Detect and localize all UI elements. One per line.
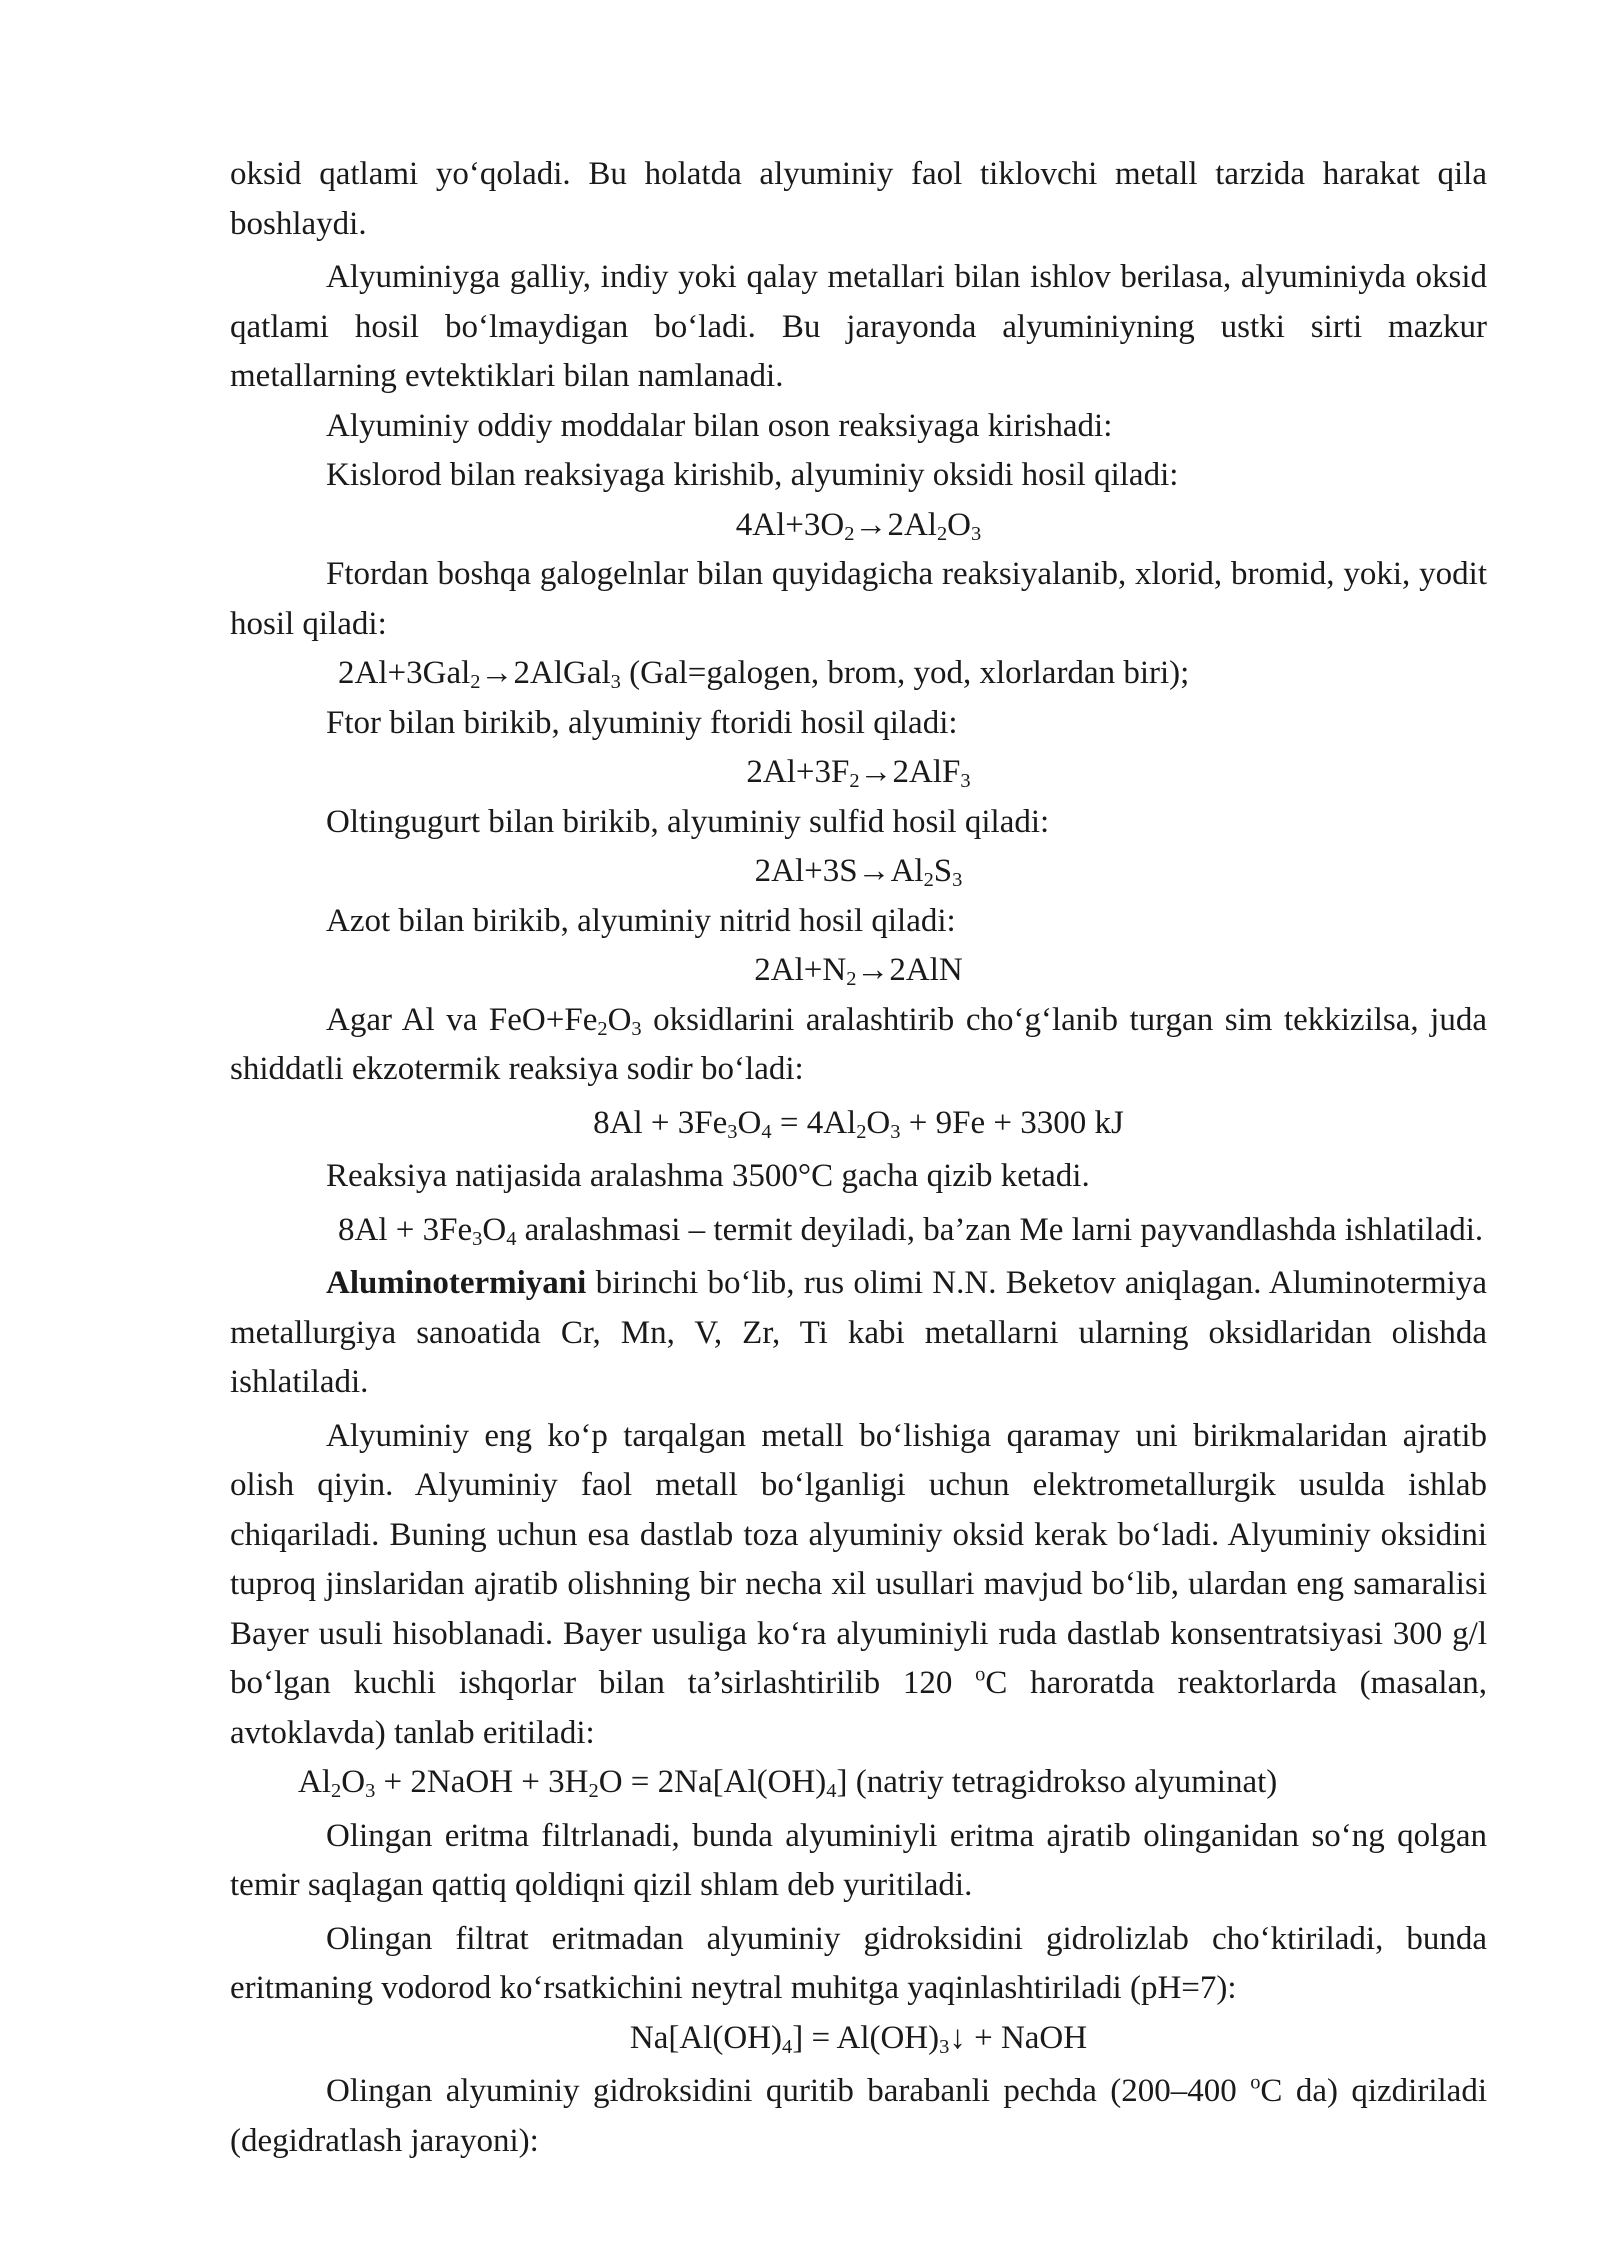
paragraph: Reaksiya natijasida aralashma 3500°C gacha qizib ketadi. xyxy=(326,1158,1090,1194)
paragraph: Alyuminiy oddiy moddalar bilan oson reaksiyaga kirishadi: xyxy=(326,407,1113,444)
paragraph: Azot bilan birikib, alyuminiy nitrid hosil qiladi: xyxy=(326,902,956,939)
paragraph: Agar Al va $FeO+Fe_2O_3$ oksidlarini aralashtirib cho‘g‘lanib turgan sim tekkizilsa, juda shiddatli ekzotermik reaksiya sodir bo‘ladi: xyxy=(230,1001,1487,1087)
equation: 2Al+3Gal$_2$→2AlGal$_3$ (Gal=galogen, brom, yod, xlorlardan biri); xyxy=(338,655,1190,694)
paragraph: Kislorod bilan reaksiyaga kirishib, alyuminiy oksidi hosil qiladi: xyxy=(326,457,1179,493)
paragraph: Alyuminiyga galliy, indiy yoki qalay metallari bilan ishlov berilasa, alyuminiyda oksid qatlami hosil bo‘lmaydigan bo‘ladi. Bu jarayonda alyuminiyning ustki sirti mazkur metallarning evtektiklari bilan namlanadi. xyxy=(230,259,1487,394)
paragraph: Ftordan boshqa galogelnlar bilan quyidagicha reaksiyalanib, xlorid, bromid, yoki, yodit hosil qiladi: xyxy=(230,556,1487,642)
paragraph: Olingan alyuminiy gidroksidini quritib barabanli pechda (200–400 $^o$C da) qizdiriladi (degidratlash jarayoni): xyxy=(230,2071,1487,2159)
equation: $2Al+3F_2\to 2AlF_3$ xyxy=(746,754,971,793)
equation: $Na[Al(OH)_4]$ = $Al(OH)_3↓$ + NaOH xyxy=(629,2019,1088,2058)
paragraph: $8Al + 3Fe_3O_4$ aralashmasi – termit deyiladi, ba’zan Me larni payvandlashda ishlatiladi. xyxy=(338,1211,1484,1250)
paragraph: Olingan eritma filtrlanadi, bunda alyuminiyli eritma ajratib olinganidan so‘ng qolgan temir saqlagan qattiq qoldiqni qizil shlam deb yuritiladi. xyxy=(230,1817,1487,1903)
document-page xyxy=(230,150,1487,2166)
paragraph: Olingan filtrat eritmadan alyuminiy gidroksidini gidrolizlab cho‘ktiriladi, bunda eritmaning vodorod ko‘rsatkichini neytral muhitga yaqinlashtiriladi (pH=7): xyxy=(230,1920,1487,2006)
paragraph: Ftor bilan birikib, alyuminiy ftoridi hosil qiladi: xyxy=(326,704,958,741)
paragraph: Alyuminiy eng ko‘p tarqalgan metall bo‘lishiga qaramay uni birikmalaridan ajratib olish qiyin. Alyuminiy faol metall bo‘lganligi uchun elektrometallurgik usulda ishlab chiqariladi. Buning uchun esa dastlab toza alyuminiy oksid kerak bo‘ladi. Alyuminiy oksidini tuproq jinslaridan ajratib olishning bir necha xil usullari mavjud bo‘lib, ulardan eng samaralisi Bayer usuli hisoblanadi. Bayer usuliga ko‘ra alyuminiyli ruda dastlab konsentratsiyasi 300 g/l bo‘lgan kuchli ishqorlar bilan ta’sirlashtirilib 120 $^o$C haroratda reaktorlarda (masalan, avtoklavda) tanlab eritiladi: xyxy=(230,1417,1487,1751)
paragraph: Aluminotermiyani birinchi bo‘lib, rus olimi N.N. Beketov aniqlagan. Aluminotermiya metallurgiya sanoatida Cr, Mn, V, Zr, Ti kabi metallarni ularning oksidlaridan olishda ishlatiladi. xyxy=(230,1265,1487,1400)
paragraph: oksid qatlami yo‘qoladi. Bu holatda alyuminiy faol tiklovchi metall tarzida harakat qila boshlaydi. xyxy=(230,156,1487,242)
equation: $Al_2O_3$ + 2NaOH + $3H_2O = 2Na[Al(OH)_4]$ (natriy tetragidrokso alyuminat) xyxy=(298,1764,1278,1803)
equation: $8Al + 3Fe_3O_4 = 4Al_2O_3 + 9Fe + 3300$ kJ xyxy=(593,1104,1124,1143)
equation: $4Al+3O_2\to 2Al_2O_3$ xyxy=(735,506,982,545)
equation: $2Al+3S\to Al_2S_3$ xyxy=(754,853,963,892)
equation: $2Al+N_2\to 2AlN$ xyxy=(754,952,963,991)
paragraph: Oltingugurt bilan birikib, alyuminiy sulfid hosil qiladi: xyxy=(326,803,1050,840)
